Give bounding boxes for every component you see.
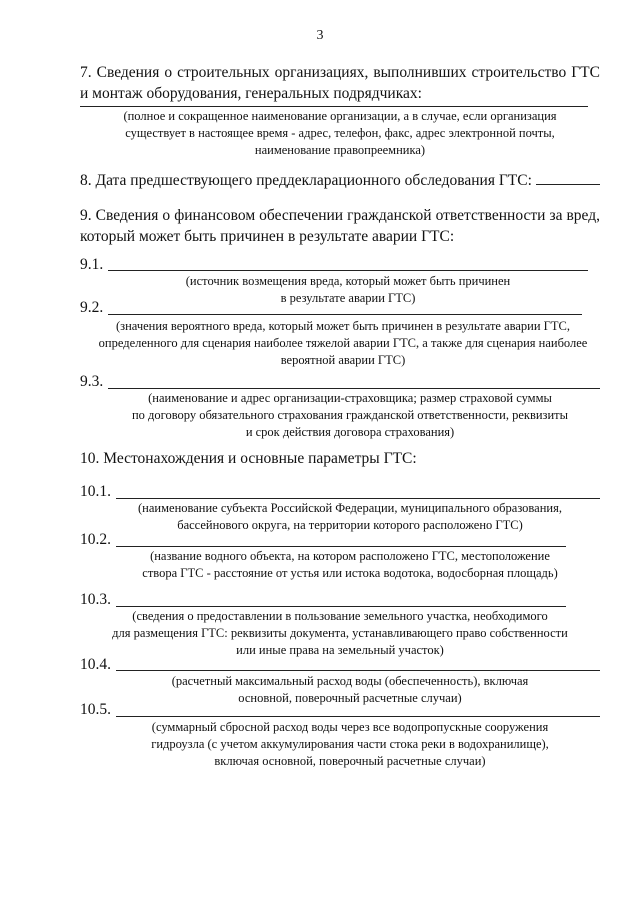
item-9-1-fill-line[interactable]	[108, 270, 588, 271]
item-10-1-fill-line[interactable]	[116, 498, 600, 499]
note-line: (полное и сокращенное наименование организации, а в случае, если организация	[123, 109, 557, 123]
item-9-1-label: 9.1.	[80, 256, 104, 273]
note-line: и срок действия договора страхования)	[245, 425, 455, 439]
note-line: (источник возмещения вреда, который может быть причинен	[185, 274, 511, 288]
item-10-5-label: 10.5.	[80, 701, 111, 718]
section-9-line1: 9. Сведения о финансовом обеспечении гражданской ответственности за вред,	[80, 207, 600, 224]
note-line: (суммарный сбросной расход воды через все водопропускные сооружения	[151, 720, 549, 734]
section-7-heading	[80, 62, 600, 83]
item-10-2-fill-line[interactable]	[116, 546, 566, 547]
note-line: или иные права на земельный участок)	[236, 643, 444, 657]
item-10-5-note	[100, 719, 600, 770]
section-9-heading	[80, 205, 600, 226]
section-8-date-field[interactable]	[536, 170, 600, 185]
item-9-2-note	[78, 318, 608, 369]
item-10-4-label: 10.4.	[80, 656, 111, 673]
note-line: для размещения ГТС: реквизиты документа, устанавливающего право собственности	[112, 626, 568, 640]
item-9-3-label: 9.3.	[80, 373, 104, 390]
section-10-title: 10. Местонахождения и основные параметры ГТС:	[80, 450, 417, 467]
item-9-1-note	[108, 273, 588, 307]
item-10-5-fill-line[interactable]	[116, 716, 600, 717]
note-line: вероятной аварии ГТС)	[280, 353, 406, 367]
note-line: включая основной, поверочный расчетные случаи)	[214, 754, 486, 768]
section-7-fill-line[interactable]	[80, 106, 588, 107]
note-line: (название водного объекта, на котором расположено ГТС, местоположение	[150, 549, 550, 563]
section-8-text: 8. Дата предшествующего преддекларационного обследования ГТС:	[80, 172, 532, 189]
note-line: основной, поверочный расчетные случаи)	[238, 691, 462, 705]
note-line: наименование правопреемника)	[254, 143, 426, 157]
section-9-line2: который может быть причинен в результате аварии ГТС:	[80, 228, 455, 245]
section-7-note	[80, 108, 600, 159]
page-number: 3	[316, 28, 324, 43]
note-line: по договору обязательного страхования гражданской ответственности, реквизиты	[131, 408, 569, 422]
item-10-3-fill-line[interactable]	[116, 606, 566, 607]
note-line: (наименование субъекта Российской Федерации, муниципального образования,	[138, 501, 562, 515]
note-line: в результате аварии ГТС)	[280, 291, 416, 305]
section-7-line2: и монтаж оборудования, генеральных подрядчиках:	[80, 85, 422, 102]
note-line: гидроузла (с учетом аккумулирования части стока реки в водохранилище),	[151, 737, 549, 751]
note-line: створа ГТС - расстояние от устья или истока водотока, водосборная площадь)	[142, 566, 558, 580]
note-line: существует в настоящее время - адрес, телефон, факс, адрес электронной почты,	[125, 126, 555, 140]
note-line: определенного для сценария наиболее тяжелой аварии ГТС, а также для сценария наиболее	[98, 336, 588, 350]
section-7-line1: 7. Сведения о строительных организациях, выполнивших строительство ГТС	[80, 64, 600, 81]
note-line: (сведения о предоставлении в пользование земельного участка, необходимого	[132, 609, 548, 623]
item-9-2-fill-line[interactable]	[108, 314, 582, 315]
item-10-3-note	[80, 608, 600, 659]
item-10-1-note	[100, 500, 600, 534]
note-line: бассейнового округа, на территории которого расположено ГТС)	[177, 518, 523, 532]
note-line: (наименование и адрес организации-страховщика; размер страховой суммы	[148, 391, 552, 405]
note-line: (значения вероятного вреда, который может быть причинен в результате аварии ГТС,	[116, 319, 570, 333]
item-10-4-note	[100, 673, 600, 707]
item-10-3-label: 10.3.	[80, 591, 111, 608]
section-8	[80, 170, 600, 191]
item-10-2-label: 10.2.	[80, 531, 111, 548]
item-9-2-label: 9.2.	[80, 299, 104, 316]
item-10-2-note	[100, 548, 600, 582]
item-10-1-label: 10.1.	[80, 483, 111, 500]
item-10-4-fill-line[interactable]	[116, 670, 600, 671]
item-9-3-note	[100, 390, 600, 441]
item-9-3-fill-line[interactable]	[108, 388, 600, 389]
note-line: (расчетный максимальный расход воды (обеспеченность), включая	[171, 674, 529, 688]
